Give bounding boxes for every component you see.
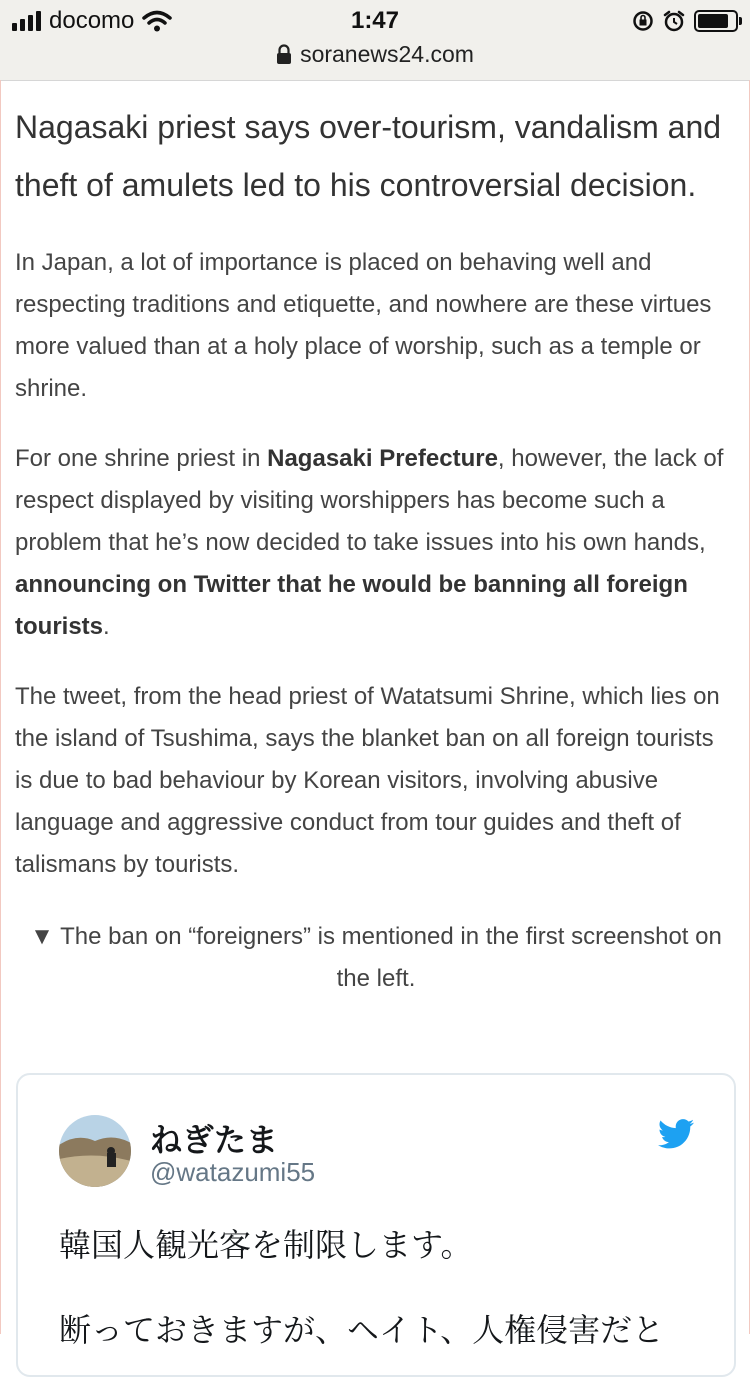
twitter-bird-icon[interactable] <box>658 1119 694 1149</box>
lock-icon <box>276 44 292 64</box>
bold-location: Nagasaki Prefecture <box>267 445 498 472</box>
paragraph-intro: In Japan, a lot of importance is placed on behaving well and respecting traditions and etiquette, and nowhere are these virtues more valued than at a holy place of worship, such as a temple or shrine. <box>15 249 712 402</box>
embedded-tweet[interactable] <box>16 1073 736 1377</box>
clock: 1:47 <box>350 7 400 34</box>
tweet-text-line: 韓国人観光客を制限します。 <box>59 1227 473 1263</box>
alarm-icon <box>662 9 686 33</box>
article-body <box>15 80 737 1000</box>
paragraph-text: , however, the lack of respect displayed by visiting worshippers has become such a problem that he’s now decided to take issues into his own hands, <box>15 445 724 556</box>
paragraph-text: For one shrine priest in <box>15 445 268 472</box>
url-text[interactable]: soranews24.com <box>300 40 474 67</box>
status-bar <box>0 0 750 81</box>
tweet-author-handle[interactable]: @watazumi55 <box>150 1157 316 1187</box>
paragraph-priest <box>15 438 737 648</box>
article-subheadline: Nagasaki priest says over-tourism, vandalism and theft of amulets led to his controversial decision. <box>15 109 722 203</box>
image-caption: ▼ The ban on “foreigners” is mentioned in the first screenshot on the left. <box>30 923 722 992</box>
tweet-text-line: 断っておきますが、ヘイト、人権侵害だと <box>59 1312 665 1348</box>
orientation-lock-icon <box>632 10 654 32</box>
carrier-label: docomo <box>49 7 135 34</box>
status-right <box>632 6 738 36</box>
paragraph-tweet-summary: The tweet, from the head priest of Watatsumi Shrine, which lies on the island of Tsushima, says the blanket ban on all foreign tourists is due to bad behaviour by Korean visitors, involving abusive language and aggressive conduct from tour guides and theft of talismans by tourists. <box>15 683 720 878</box>
paragraph-text: . <box>103 613 110 640</box>
avatar[interactable] <box>59 1115 131 1187</box>
address-bar[interactable] <box>0 38 750 70</box>
battery-icon <box>694 10 738 32</box>
tweet-author-name[interactable]: ねぎたま <box>150 1122 279 1158</box>
bold-announcement: announcing on Twitter that he would be banning all foreign tourists <box>15 571 688 640</box>
